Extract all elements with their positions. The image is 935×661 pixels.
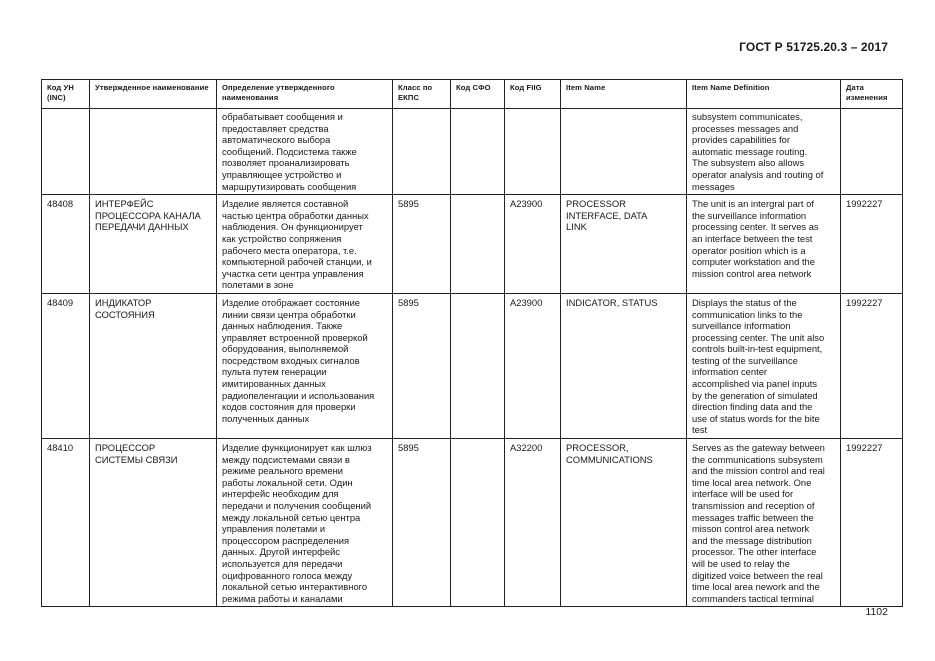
cell-date: 1992227 bbox=[841, 195, 903, 294]
cell-sfo bbox=[451, 109, 505, 195]
cell-item-name: INDICATOR, STATUS bbox=[561, 293, 687, 438]
cell-definition: обрабатывает сообщения и предоставляет средства автоматического выбора сообщений. Подсистема также позволяет проанализировать управляющее устройство и маршрутизировать сообщения bbox=[217, 109, 393, 195]
cell-class: 5895 bbox=[393, 439, 451, 607]
nomenclature-table bbox=[41, 79, 903, 607]
cell-inc: 48409 bbox=[42, 293, 90, 438]
table-row bbox=[42, 439, 903, 607]
document-header: ГОСТ Р 51725.20.3 – 2017 bbox=[739, 40, 888, 54]
table-row bbox=[42, 109, 903, 195]
cell-inc: 48410 bbox=[42, 439, 90, 607]
cell-item-name: PROCESSOR INTERFACE, DATA LINK bbox=[561, 195, 687, 294]
cell-item-definition: The unit is an intergral part of the surveillance information processing center. It serves as an interface between the test operator position which is a computer workstation and the mission control area network bbox=[687, 195, 841, 294]
cell-approved-name bbox=[90, 109, 217, 195]
cell-class: 5895 bbox=[393, 293, 451, 438]
header-definition: Определение утвержденного наименования bbox=[217, 80, 393, 109]
cell-definition: Изделие является составной частью центра обработки данных наблюдения. Он функционирует как устройство сопряжения рабочего места оператора, т.е. компьютерной рабочей станции, и участка сети центра управления полетами в зоне bbox=[217, 195, 393, 294]
cell-date: 1992227 bbox=[841, 293, 903, 438]
cell-item-name bbox=[561, 109, 687, 195]
header-inc: Код УН (INC) bbox=[42, 80, 90, 109]
cell-sfo bbox=[451, 439, 505, 607]
cell-class bbox=[393, 109, 451, 195]
cell-fiig: A23900 bbox=[505, 195, 561, 294]
header-item-name: Item Name bbox=[561, 80, 687, 109]
cell-date bbox=[841, 109, 903, 195]
cell-definition: Изделие функционирует как шлюз между подсистемами связи в режиме реального времени работы локальной сети. Один интерфейс необходим для передачи и получения сообщений между локальной сетью центра управления полетами и процессором распределения данных. Другой интерфейс используется для передачи оцифрованного голоса между локальной сетью интерактивного режима работы и каналами bbox=[217, 439, 393, 607]
cell-item-definition: subsystem communicates, processes messages and provides capabilities for automatic message routing. The subsystem also allows operator analysis and routing of messages bbox=[687, 109, 841, 195]
cell-item-definition: Displays the status of the communication links to the surveillance information processing center. The unit also controls built-in-test equipment, testing of the surveillance information center accomplished via panel inputs by the generation of simulated direction finding data and the use of status words for the bite test bbox=[687, 293, 841, 438]
cell-fiig: A23900 bbox=[505, 293, 561, 438]
header-date: Дата изменения bbox=[841, 80, 903, 109]
cell-item-definition: Serves as the gateway between the communications subsystem and the mission control and real time local area network. One interface will be used for transmission and reception of messages traffic between the misson control area network and the message distribution processor. The other interface will be used to relay the digitized voice between the real time local area nework and the commanders tactical terminal bbox=[687, 439, 841, 607]
header-fiig: Код FIIG bbox=[505, 80, 561, 109]
cell-approved-name: ИНДИКАТОР СОСТОЯНИЯ bbox=[90, 293, 217, 438]
cell-approved-name: ПРОЦЕССОР СИСТЕМЫ СВЯЗИ bbox=[90, 439, 217, 607]
header-sfo: Код СФО bbox=[451, 80, 505, 109]
page-number: 1102 bbox=[865, 606, 888, 618]
cell-inc: 48408 bbox=[42, 195, 90, 294]
cell-class: 5895 bbox=[393, 195, 451, 294]
table-row bbox=[42, 195, 903, 294]
header-approved-name: Утвержденное наименование bbox=[90, 80, 217, 109]
cell-inc bbox=[42, 109, 90, 195]
cell-definition: Изделие отображает состояние линии связи центра обработки данных наблюдения. Также управляет встроенной проверкой оборудования, выполняемой посредством входных сигналов пульта путем генерации имитированных данных радиопеленгации и использования кодов состояния для проверки полученных данных bbox=[217, 293, 393, 438]
cell-sfo bbox=[451, 195, 505, 294]
table-header-row bbox=[42, 80, 903, 109]
cell-fiig: A32200 bbox=[505, 439, 561, 607]
cell-item-name: PROCESSOR, COMMUNICATIONS bbox=[561, 439, 687, 607]
header-item-definition: Item Name Definition bbox=[687, 80, 841, 109]
cell-approved-name: ИНТЕРФЕЙС ПРОЦЕССОРА КАНАЛА ПЕРЕДАЧИ ДАННЫХ bbox=[90, 195, 217, 294]
table-row bbox=[42, 293, 903, 438]
cell-fiig bbox=[505, 109, 561, 195]
cell-sfo bbox=[451, 293, 505, 438]
cell-date: 1992227 bbox=[841, 439, 903, 607]
header-class: Класс по ЕКПС bbox=[393, 80, 451, 109]
